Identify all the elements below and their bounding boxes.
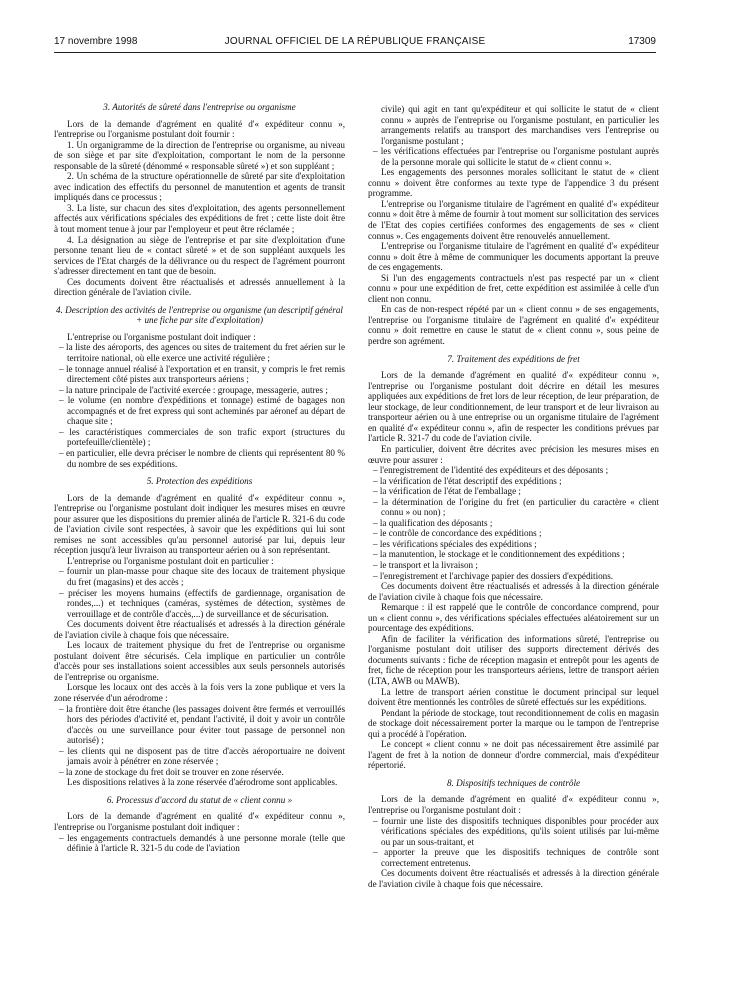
list-item: – le tonnage annuel réalisé à l'exportation et en transit, y compris le fret remis directement côté pistes aux transporteurs aériens ; (59, 363, 345, 385)
list-item: – la manutention, le stockage et le conditionnement des expéditions ; (373, 549, 625, 560)
left-column (54, 100, 345, 854)
header-title: JOURNAL OFFICIEL DE LA RÉPUBLIQUE FRANÇAISE (224, 36, 486, 47)
section-5-list-2 (54, 704, 345, 778)
paragraph: 3. La liste, sur chacun des sites d'exploitation, des agents personnellement affectés aux vérifications spéciales des expéditions de fret ; cette liste doit être à tout moment tenue à jour par l'employeur et peut être réclamée ; (54, 202, 345, 235)
list-item: – fournir une liste des dispositifs techniques disponibles pour procéder aux vérifications spéciales des expéditions, qu'ils soient utilisés par lui-même ou par un sous-traitant, et (373, 815, 659, 847)
paragraph: Lors de la demande d'agrément en qualité d'« expéditeur connu », l'entreprise ou l'organisme postulant doit décrire en détail les mesures appliquées aux expéditions de fret lors de leur réception, de leur préparation, de leur stockage, de leur conditionnement, de leur transport et de leur livraison au transporteur aérien ou à une entreprise ou un organisme titulaire de l'agrément en qualité d'« expéditeur connu », afin de respecter les conditions prévues par l'article R. 321-7 du code de l'aviation civile. (368, 370, 659, 444)
paragraph: Les dispositions relatives à la zone réservée d'aérodrome sont applicables. (67, 777, 338, 788)
paragraph: Lors de la demande d'agrément en qualité d'« expéditeur connu », l'entreprise ou l'organisme postulant doit : (368, 794, 659, 815)
section-4-list (54, 342, 345, 469)
list-item: – les clients qui ne disposent pas de titre d'accès aéroportuaire ne doivent jamais avoir à pénétrer en zone réservée ; (59, 745, 345, 767)
list-item: – la frontière doit être étanche (les passages doivent être fermés et verrouillés hors des périodes d'activité et, pendant l'activité, il doit y avoir un contrôle d'accès ou une surveillance pour éviter tout passage de personnel non autorisé) ; (59, 703, 345, 746)
paragraph: L'entreprise ou l'organisme titulaire de l'agrément en qualité d'« expéditeur connu » doit être à même de fournir à tout moment sur sollicitation des services de l'Etat des copies certifiées conformes des engagements de ses « client connus ». Ces engagements doivent être renouvelés annuellement. (368, 198, 659, 241)
section-6-title: 6. Processus d'accord du statut de « client connu » (106, 794, 293, 805)
list-item: – l'enregistrement et l'archivage papier des dossiers d'expéditions. (373, 570, 614, 581)
header-rule (54, 52, 656, 53)
list-item: – fournir un plan-masse pour chaque site des locaux de traitement physique du fret (magasins) et des accès ; (59, 566, 345, 587)
paragraph: 2. Un schéma de la structure opérationnelle de sûreté par site d'exploitation avec indication des effectifs du personnel de manutention et agents de transit impliqués dans ce processus ; (54, 171, 345, 203)
list-item: – préciser les moyens humains (effectifs de gardiennage, organisation de rondes,...) et techniques (caméras, systèmes de détection, systèmes de verrouillage et de contrôle d'accès,...) de surveillance et de sécurisation. (59, 587, 345, 619)
section-3-title: 3. Autorités de sûreté dans l'entreprise ou organisme (103, 102, 296, 112)
list-item: – la vérification de l'état de l'emballage ; (373, 486, 521, 497)
paragraph: 4. La désignation au siège de l'entreprise et par site d'exploitation d'une personne tenant lieu de « contact sûreté » et de son suppléant auxquels les services de l'Etat chargés de la délivrance ou du respect de l'agrément pourront s'adresser directement en tant que de besoin. (54, 234, 345, 277)
section-7-list (368, 465, 659, 581)
list-item: – la vérification de l'état descriptif des expéditions ; (373, 475, 562, 486)
paragraph: En cas de non-respect répété par un « client connu » de ses engagements, l'entreprise ou l'organisme titulaire de l'agrément en qualité d'« expéditeur connu » doit remettre en cause le statut de « client connu », sous peine de perdre son agrément. (368, 304, 659, 347)
paragraph: Les engagements des personnes morales sollicitant le statut de « client connu » doivent être conformes au texte type de l'appendice 3 du présent programme. (368, 167, 659, 199)
paragraph: Ces documents doivent être réactualisés et adressés à la direction générale de l'aviation civile à chaque fois que nécessaire. (368, 581, 659, 602)
paragraph: 1. Un organigramme de la direction de l'entreprise ou organisme, au niveau de son siège et par site d'exploitation, comportant le nom de la personne responsable de la sûreté (dénommé « responsable sûreté ») et son suppléant ; (54, 139, 345, 171)
paragraph: Lors de la demande d'agrément en qualité d'« expéditeur connu », l'entreprise ou l'organisme postulant doit indiquer les mesures mises en œuvre pour assurer que les dispositions du premier alinéa de l'article R. 321-6 du code de l'aviation civile sont respectées, à savoir que les expéditions qui lui sont remises ne sont accessibles qu'au personnel autorisé par lui, depuis leur réception jusqu'à leur livraison au transporteur aérien ou à son représentant. (54, 492, 345, 556)
paragraph: Remarque : il est rappelé que le contrôle de concordance comprend, pour un « client connu », des vérifications spéciales effectuées aléatoirement sur un pourcentage des expéditions. (368, 602, 659, 634)
list-item: – la liste des aéroports, des agences ou sites de traitement du fret aérien sur le territoire national, où elle exerce une activité régulière ; (59, 342, 345, 364)
list-item: – les engagements contractuels demandés à une personne morale (telle que définie à l'article R. 321-5 du code de l'aviation (59, 832, 345, 854)
paragraph: La lettre de transport aérien constitue le document principal sur lequel doivent être mentionnés les contrôles de sûreté effectués sur les expéditions. (368, 686, 659, 708)
header-date: 17 novembre 1998 (54, 36, 138, 47)
list-item: civile) qui agit en tant qu'expéditeur et qui sollicite le statut de « client connu » auprès de l'entreprise ou l'organisme postulant, en particulier les arrangements relatifs au transport des marchandises vers l'entreprise ou l'organisme postulant ; (381, 104, 659, 146)
section-5-title: 5. Protection des expéditions (146, 476, 253, 487)
header-page-number: 17309 (628, 36, 656, 47)
paragraph: Ces documents doivent être réactualisés et adressés à la direction générale de l'aviation civile à chaque fois que nécessaire. (368, 868, 659, 889)
section-6-list (54, 833, 345, 854)
list-item: – le contrôle de concordance des expéditions ; (373, 528, 542, 539)
list-item: – la nature principale de l'activité exercée : groupage, messagerie, autres ; (59, 384, 328, 395)
paragraph: Ces documents doivent être réactualisés et adressés annuellement à la direction générale de l'aviation civile. (54, 276, 345, 298)
section-4-title: 4. Description des activités de l'entreprise ou organisme (un descriptif général + une fiche par site d'exploitation) (56, 304, 343, 326)
section-8-title: 8. Dispositifs techniques de contrôle (446, 777, 581, 788)
paragraph: Lorsque les locaux ont des accès à la fois vers la zone publique et vers la zone réservée d'un aérodrome : (54, 682, 345, 703)
list-item: – apporter la preuve que les dispositifs techniques de contrôle sont correctement entretenus. (373, 847, 659, 868)
paragraph: Lors de la demande d'agrément en qualité d'« expéditeur connu », l'entreprise ou l'organisme postulant doit indiquer : (54, 811, 345, 832)
list-item: – le transport et la livraison ; (373, 559, 478, 570)
page-header (54, 36, 656, 50)
list-item: – les caractéristiques commerciales de son trafic export (structures du portefeuille/clientèle) ; (59, 426, 345, 448)
section-6-list-continued (368, 104, 659, 167)
section-5-list (54, 566, 345, 619)
section-7-title: 7. Traitement des expéditions de fret (447, 353, 580, 364)
right-column (368, 104, 659, 889)
paragraph: L'entreprise ou l'organisme postulant doit indiquer : (67, 331, 256, 342)
paragraph: L'entreprise ou l'organisme postulant doit en particulier : (67, 555, 274, 566)
paragraph: Afin de faciliter la vérification des informations sûreté, l'entreprise ou l'organisme postulant doit utiliser des supports directement dérivés des documents suivants : fiche de réception magasin et entrepôt pour les agents de fret, fiche de réception pour les transporteurs aériens, lettre de transport aérien (LTA, AWB ou MAWB). (368, 633, 659, 686)
list-item: – la zone de stockage du fret doit se trouver en zone réservée. (59, 766, 284, 777)
paragraph: Le concept « client connu » ne doit pas nécessairement être assimilé par l'agent de fret à la notion de donneur d'ordre commercial, mais d'expéditeur répertorié. (368, 739, 659, 771)
paragraph: Pendant la période de stockage, tout reconditionnement de colis en magasin de stockage doit nécessairement porter la marque ou le tampon de l'entreprise qui a procédé à l'opération. (368, 707, 659, 739)
paragraph: En particulier, doivent être décrites avec précision les mesures mises en œuvre pour assurer : (368, 443, 659, 465)
list-item: – les vérifications effectuées par l'entreprise ou l'organisme postulant auprès de la personne morale qui sollicite le statut de « client connu ». (373, 146, 659, 167)
paragraph: L'entreprise ou l'organisme titulaire de l'agrément en qualité d'« expéditeur connu » doit être à même de communiquer les documents apportant la preuve de ces engagements. (368, 241, 659, 273)
list-item: – les vérifications spéciales des expéditions ; (373, 538, 537, 549)
section-8-list (368, 816, 659, 869)
list-item: – la détermination de l'origine du fret (en particulier du caractère « client connu » ou non) ; (373, 496, 659, 518)
list-item: – l'enregistrement de l'identité des expéditeurs et des déposants ; (373, 465, 609, 476)
list-item: – le volume (en nombre d'expéditions et tonnage) estimé de bagages non accompagnés et de fret express qui sont acheminés par aéronef au départ de chaque site ; (59, 395, 345, 427)
paragraph: Les locaux de traitement physique du fret de l'entreprise ou organisme postulant doivent être sécurisés. Cela implique en particulier un contrôle d'accès pour ses installations soient accessibles aux seuls personnels autorisés de l'entreprise ou organisme. (54, 640, 345, 682)
paragraph: Si l'un des engagements contractuels n'est pas respecté par un « client connu » pour une expédition de fret, cette expédition est assimilée à celle d'un client non connu. (368, 272, 659, 304)
list-item: – en particulier, elle devra préciser le nombre de clients qui représentent 80 % du nombre de ses expéditions. (59, 447, 345, 469)
paragraph: Lors de la demande d'agrément en qualité d'« expéditeur connu », l'entreprise ou l'organisme postulant doit fournir : (54, 118, 345, 140)
paragraph: Ces documents doivent être réactualisés et adressés à la direction générale de l'aviation civile à chaque fois que nécessaire. (54, 619, 345, 640)
list-item: – la qualification des déposants ; (373, 517, 493, 528)
